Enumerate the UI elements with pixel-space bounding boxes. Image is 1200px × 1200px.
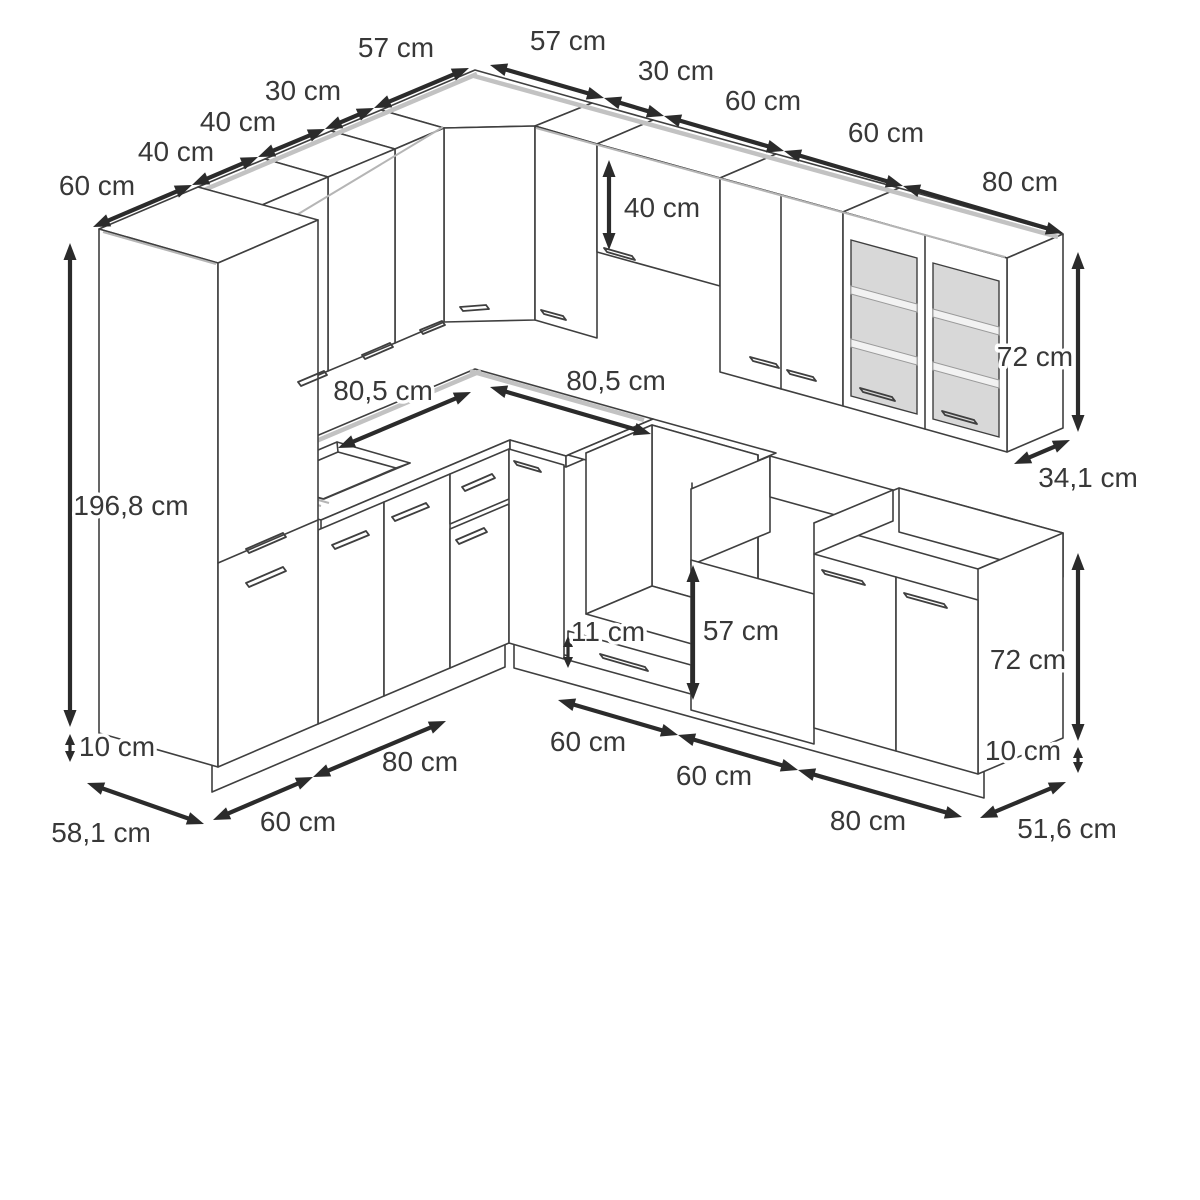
dimension-wall_run_left-4-label-label: 57 cm [357,32,435,63]
dimension-base_run_left-1-label-label: 80 cm [381,746,459,777]
dimension-heights-base_cabinet-label: 72 cm [989,644,1067,675]
arrowhead-icon [65,751,75,762]
arrowhead-icon [295,777,313,790]
arrowhead-icon [1072,724,1085,741]
dimension-base_run_left-0-label-label: 60 cm [259,806,337,837]
arrowhead-icon [586,87,604,99]
dimension-depths-base_right [980,782,1117,844]
dimension-base_run_right-2-label-label: 80 cm [829,805,907,836]
dimension-wall_run_left-2-label-label: 40 cm [199,106,277,137]
arrowhead-icon [1072,252,1085,269]
arrowhead-icon [87,782,105,794]
dimension-heights-plinth_right [985,735,1083,773]
dimension-heights-drawer_front-label: 11 cm [570,616,646,647]
arrowhead-icon [1073,762,1083,773]
arrowhead-icon [678,734,696,746]
dimension-wall_run_right-1-label [604,55,714,117]
arrowhead-icon [374,95,392,108]
kitchen-line-drawing [99,70,1063,798]
dimension-base_run_left-0-label [213,777,336,837]
dimension-heights-plinth_left-label: 10 cm [78,731,156,762]
arrowhead-icon [428,721,446,734]
dimension-heights-wall_cabinet-label: 72 cm [996,341,1074,372]
dimension-depths-base_right-label: 51,6 cm [1017,813,1117,844]
arrowhead-icon [1072,415,1085,432]
corner-base-cabinet [509,449,564,659]
arrowhead-icon [660,724,678,736]
arrowhead-icon [766,140,784,152]
tall-cabinet [99,187,318,767]
dimension-wall_run_right-1-label-label: 30 cm [637,55,715,86]
arrowhead-icon [64,710,77,727]
arrowhead-icon [944,806,962,818]
arrowhead-icon [258,144,276,157]
dimension-worktop-left-label: 80,5 cm [333,375,433,406]
dimension-depths-base_left-label: 58,1 cm [51,817,151,848]
dimension-wall_run_left-0-label-label: 60 cm [58,170,136,201]
arrowhead-icon [1073,747,1083,758]
arrowhead-icon [93,214,111,227]
arrowhead-icon [213,807,231,820]
arrowhead-icon [1014,451,1032,464]
dimension-heights-hood_cabinet-label: 40 cm [623,192,701,223]
arrowhead-icon [885,175,903,187]
arrowhead-icon [798,768,816,780]
dimension-heights-appliance_front-label: 57 cm [702,615,780,646]
arrowhead-icon [313,764,331,777]
dimension-depths-wall_cabinet [1014,440,1138,493]
dimension-heights-plinth_right-label: 10 cm [984,735,1062,766]
dimension-wall_run_right-2-label-label: 60 cm [724,85,802,116]
arrowhead-icon [1072,553,1085,570]
arrowhead-icon [325,116,343,129]
dimension-heights-plinth_left [65,731,155,762]
arrowhead-icon [186,812,204,824]
dimension-worktop-right-label: 80,5 cm [566,365,666,396]
arrowhead-icon [1048,782,1066,795]
arrowhead-icon [65,734,75,745]
dimension-depths-base_left [51,782,204,848]
dimension-wall_run_right-3-label-label: 60 cm [847,117,925,148]
arrowhead-icon [1052,440,1070,453]
drawer-base-cabinet [450,449,509,668]
arrowhead-icon [558,699,576,711]
dimension-wall_run_left-3-label-label: 30 cm [264,75,342,106]
dimension-heights-tall_cabinet-label: 196,8 cm [73,490,189,521]
dimension-depths-wall_cabinet-label: 34,1 cm [1038,462,1138,493]
arrowhead-icon [780,759,798,771]
dimension-wall_run_left-1-label-label: 40 cm [137,136,215,167]
sink-base-cabinet-80-right [814,488,1063,774]
arrowhead-icon [490,63,508,75]
arrowhead-icon [980,805,998,818]
dimension-wall_run_right-4-label-label: 80 cm [981,166,1059,197]
dimension-wall_run_right-0-label-label: 57 cm [529,25,607,56]
arrowhead-icon [64,243,77,260]
dimension-base_run_right-1-label-label: 60 cm [675,760,753,791]
arrowhead-icon [192,172,210,185]
dimension-base_run_right-0-label-label: 60 cm [549,726,627,757]
arrowhead-icon [1045,222,1063,234]
arrowhead-icon [646,105,664,117]
